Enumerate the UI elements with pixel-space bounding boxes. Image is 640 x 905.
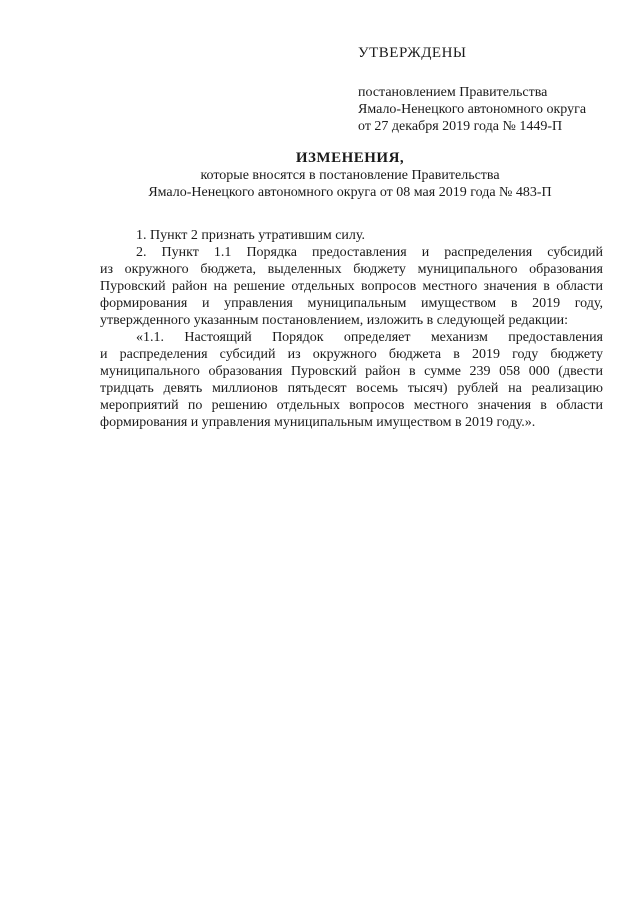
- approval-block: [358, 45, 608, 135]
- paragraph-line: формирования и управления муниципальным имуществом в 2019 году,: [100, 296, 603, 311]
- paragraph-line: 2. Пункт 1.1 Порядка предоставления и распределения субсидий: [136, 245, 603, 260]
- approval-line: постановлением Правительства: [358, 85, 548, 100]
- approval-line: Ямало-Ненецкого автономного округа: [358, 102, 587, 117]
- document-body: [100, 227, 603, 431]
- title-heading: ИЗМЕНЕНИЯ,: [295, 150, 405, 166]
- paragraph-3: [100, 329, 603, 431]
- paragraph-line: формирования и управления муниципальным имуществом в 2019 году.».: [100, 415, 536, 430]
- approval-stamp-title: УТВЕРЖДЕНЫ: [358, 45, 467, 61]
- paragraph-line: и распределения субсидий из окружного бюджета в 2019 году бюджету: [100, 347, 603, 362]
- title-subline: которые вносятся в постановление Правительства: [200, 168, 500, 183]
- title-subline: Ямало-Ненецкого автономного округа от 08 мая 2019 года № 483-П: [148, 185, 552, 200]
- paragraph-line: «1.1. Настоящий Порядок определяет механизм предоставления: [136, 330, 603, 345]
- paragraph-line: тридцать девять миллионов пятьдесят восемь тысяч) рублей на реализацию: [100, 381, 603, 396]
- approval-line: от 27 декабря 2019 года № 1449-П: [358, 119, 563, 134]
- paragraph-line: муниципального образования Пуровский район в сумме 239 058 000 (двести: [100, 364, 603, 379]
- paragraph-1: [100, 227, 603, 244]
- paragraph-2: [100, 244, 603, 329]
- paragraph-line: Пуровский район на решение отдельных вопросов местного значения в области: [100, 279, 603, 294]
- paragraph-line: мероприятий по решению отдельных вопросов местного значения в области: [100, 398, 603, 413]
- document-title: [100, 150, 600, 201]
- paragraph-line: из окружного бюджета, выделенных бюджету муниципального образования: [100, 262, 603, 277]
- paragraph-line: утвержденного указанным постановлением, изложить в следующей редакции:: [100, 313, 569, 328]
- paragraph-line: 1. Пункт 2 признать утратившим силу.: [136, 228, 365, 243]
